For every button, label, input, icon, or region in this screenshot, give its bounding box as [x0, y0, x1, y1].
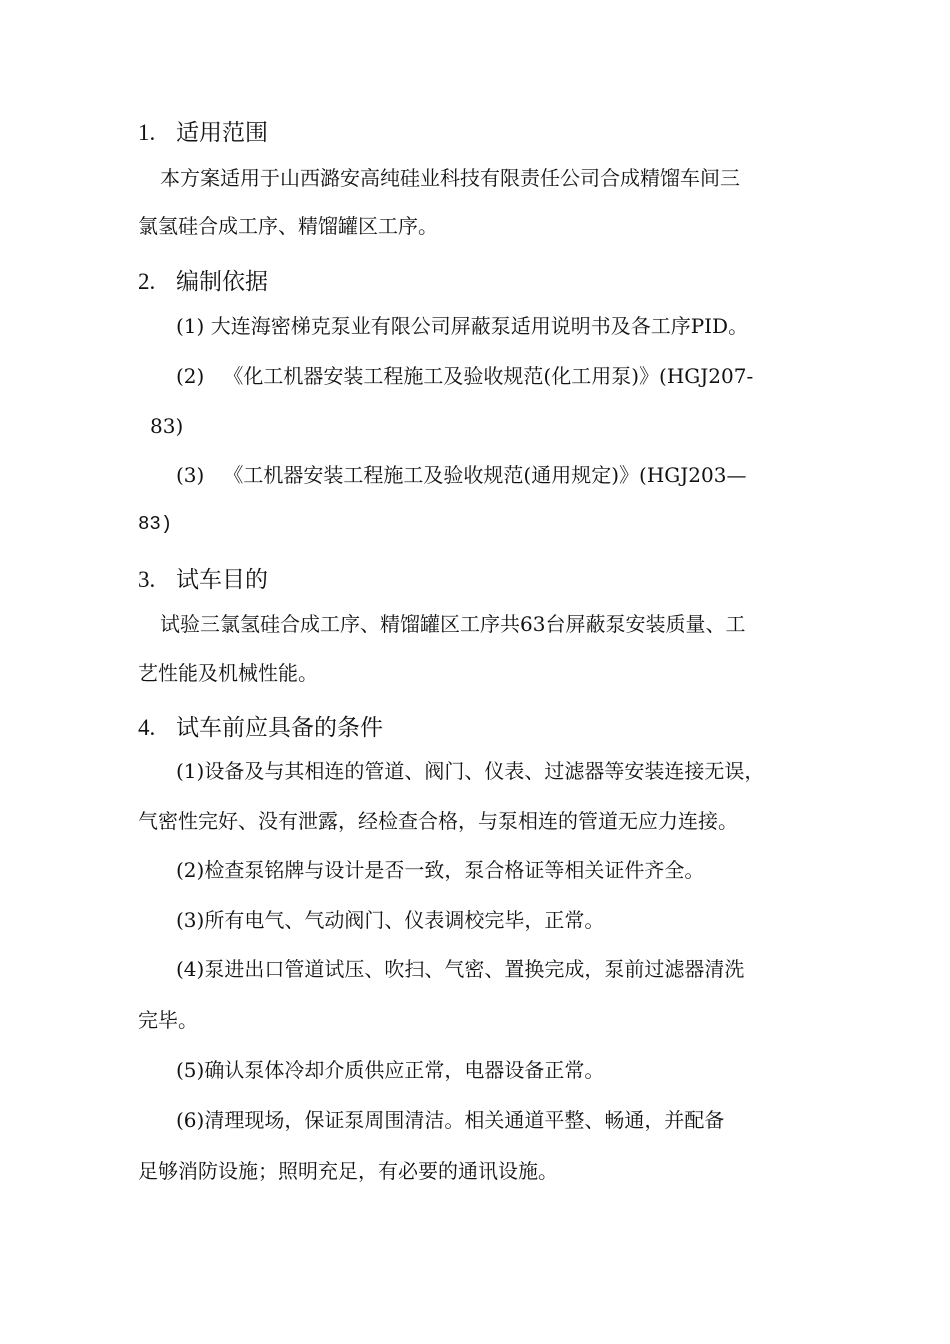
section-1-title: 适用范围	[176, 120, 268, 146]
section-3-heading	[138, 568, 268, 592]
section-2-heading	[138, 270, 268, 294]
section-1-heading	[138, 121, 268, 145]
section-4-item-3: (3)所有电气、气动阀门、仪表调校完毕，正常。	[176, 908, 605, 932]
section-2-item-2-cont: 83)	[150, 414, 184, 438]
section-4-item-6-cont: 足够消防设施；照明充足，有必要的通讯设施。	[138, 1159, 558, 1183]
section-4-heading	[138, 716, 383, 740]
section-2-item-1-label: (1)	[176, 314, 205, 338]
section-2-item-2	[176, 366, 753, 386]
section-3-number: 3.	[138, 567, 156, 592]
section-2-item-1-text: 大连海密梯克泵业有限公司屏蔽泵适用说明书及各工序PID。	[210, 314, 749, 338]
section-2-item-3-cont: 83)	[138, 513, 173, 535]
section-2-item-2-text: 《化工机器安装工程施工及验收规范(化工用泵)》(HGJ207-	[223, 364, 754, 388]
section-2-item-3-text: 《工机器安装工程施工及验收规范(通用规定)》(HGJ203—	[223, 463, 747, 487]
section-2-number: 2.	[138, 269, 156, 294]
section-4-item-4: (4)泵进出口管道试压、吹扫、气密、置换完成，泵前过滤器清洗	[176, 957, 745, 981]
section-2-item-3	[176, 465, 746, 485]
section-4-title: 试车前应具备的条件	[176, 715, 383, 741]
section-4-item-6: (6)清理现场，保证泵周围清洁。相关通道平整、畅通，并配备	[176, 1108, 725, 1132]
section-3-title: 试车目的	[176, 567, 268, 593]
section-2-item-1	[176, 316, 748, 336]
section-1-line-2: 氯氢硅合成工序、精馏罐区工序。	[138, 214, 438, 238]
section-4-item-4-cont: 完毕。	[138, 1008, 198, 1032]
section-3-line-2: 艺性能及机械性能。	[138, 661, 318, 685]
section-2-item-2-label: (2)	[176, 364, 205, 388]
section-1-line-1: 本方案适用于山西潞安高纯硅业科技有限责任公司合成精馏车间三	[160, 166, 740, 190]
section-3-line-1: 试验三氯氢硅合成工序、精馏罐区工序共63台屏蔽泵安装质量、工	[160, 612, 746, 636]
section-2-title: 编制依据	[176, 269, 268, 295]
section-4-item-1: (1)设备及与其相连的管道、阀门、仪表、过滤器等安装连接无误，	[176, 759, 765, 783]
section-4-item-5: (5)确认泵体冷却介质供应正常，电器设备正常。	[176, 1058, 605, 1082]
section-2-item-3-label: (3)	[176, 463, 205, 487]
section-4-item-1-cont: 气密性完好、没有泄露，经检查合格，与泵相连的管道无应力连接。	[138, 809, 738, 833]
section-1-number: 1.	[138, 120, 156, 145]
section-4-item-2: (2)检查泵铭牌与设计是否一致，泵合格证等相关证件齐全。	[176, 858, 705, 882]
section-4-number: 4.	[138, 715, 156, 740]
